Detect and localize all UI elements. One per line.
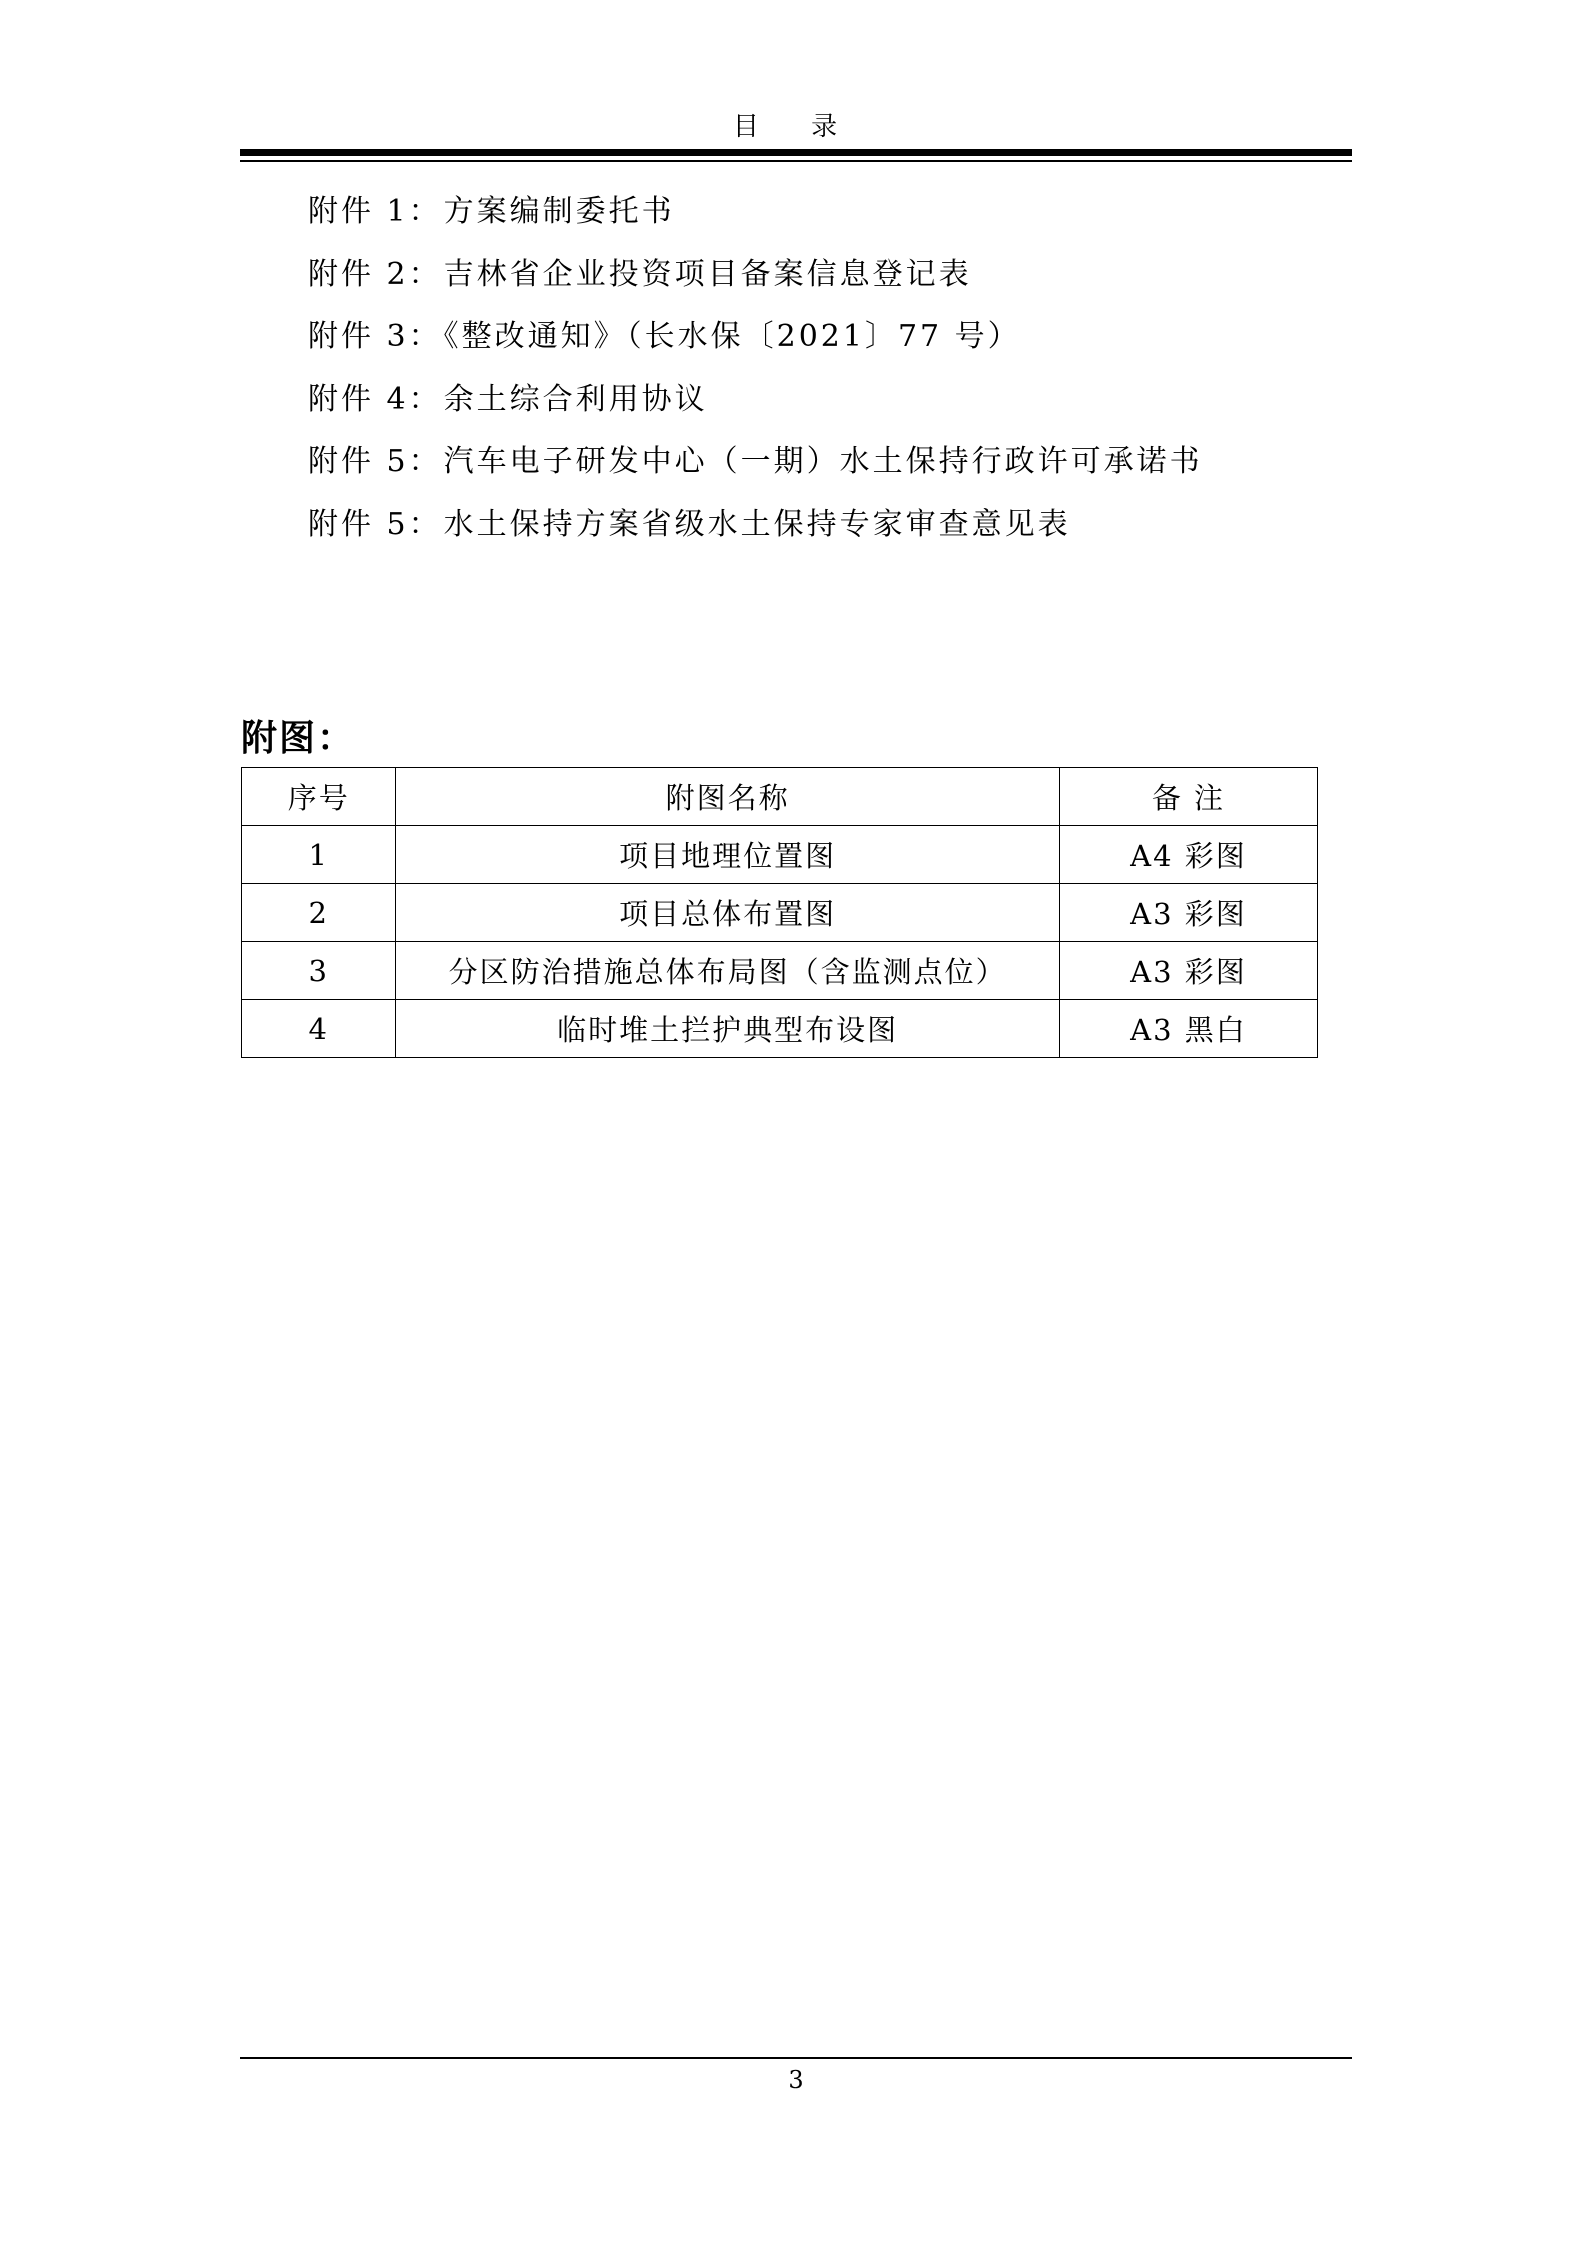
attachment-prefix: 附件 3： <box>308 319 442 354</box>
row-number: 4 <box>242 1000 396 1058</box>
column-header-no: 序号 <box>242 768 396 826</box>
footer-rule <box>240 2057 1352 2059</box>
row-note: A4 彩图 <box>1059 826 1317 884</box>
attachment-prefix: 附件 5： <box>308 444 442 479</box>
attachment-text: 水土保持方案省级水土保持专家审查意见表 <box>443 506 1071 542</box>
attachment-prefix: 附件 4： <box>308 381 442 417</box>
attachment-item-6 <box>308 503 1203 566</box>
header-rule-thin <box>240 160 1352 162</box>
row-figure-name: 临时堆土拦护典型布设图 <box>396 1000 1059 1058</box>
row-number: 2 <box>242 884 396 942</box>
row-note: A3 彩图 <box>1059 884 1317 942</box>
attachments-list <box>308 190 1203 565</box>
table-row <box>242 942 1318 1000</box>
row-note: A3 彩图 <box>1059 942 1317 1000</box>
row-figure-name: 分区防治措施总体布局图（含监测点位） <box>396 942 1059 1000</box>
table-header-row <box>242 768 1318 826</box>
page-number: 3 <box>788 2066 804 2094</box>
attachment-text: 方案编制委托书 <box>443 194 675 229</box>
table-row <box>242 1000 1318 1058</box>
row-note: A3 黑白 <box>1059 1000 1317 1058</box>
page-header-title: 目 录 <box>732 112 860 142</box>
figures-table <box>241 767 1318 1058</box>
column-header-name: 附图名称 <box>396 768 1059 826</box>
attachment-prefix: 附件 1： <box>308 194 442 229</box>
figures-heading: 附图： <box>241 717 356 759</box>
attachment-item-3 <box>308 315 1203 378</box>
attachment-text: 汽车电子研发中心（一期）水土保持行政许可承诺书 <box>443 444 1203 479</box>
attachment-text: 余土综合利用协议 <box>443 381 708 417</box>
row-figure-name: 项目地理位置图 <box>396 826 1059 884</box>
table-row <box>242 826 1318 884</box>
attachment-prefix: 附件 5： <box>308 506 442 542</box>
attachment-text: 《整改通知》（长水保〔2021〕77 号） <box>443 319 1021 354</box>
attachment-item-2 <box>308 253 1203 316</box>
row-number: 3 <box>242 942 396 1000</box>
row-figure-name: 项目总体布置图 <box>396 884 1059 942</box>
table-row <box>242 884 1318 942</box>
row-number: 1 <box>242 826 396 884</box>
attachment-item-5 <box>308 440 1203 503</box>
attachment-text: 吉林省企业投资项目备案信息登记表 <box>443 256 972 292</box>
attachment-prefix: 附件 2： <box>308 256 442 292</box>
column-header-note: 备 注 <box>1059 768 1317 826</box>
attachment-item-1 <box>308 190 1203 253</box>
header-rule-thick <box>240 149 1352 156</box>
attachment-item-4 <box>308 378 1203 441</box>
